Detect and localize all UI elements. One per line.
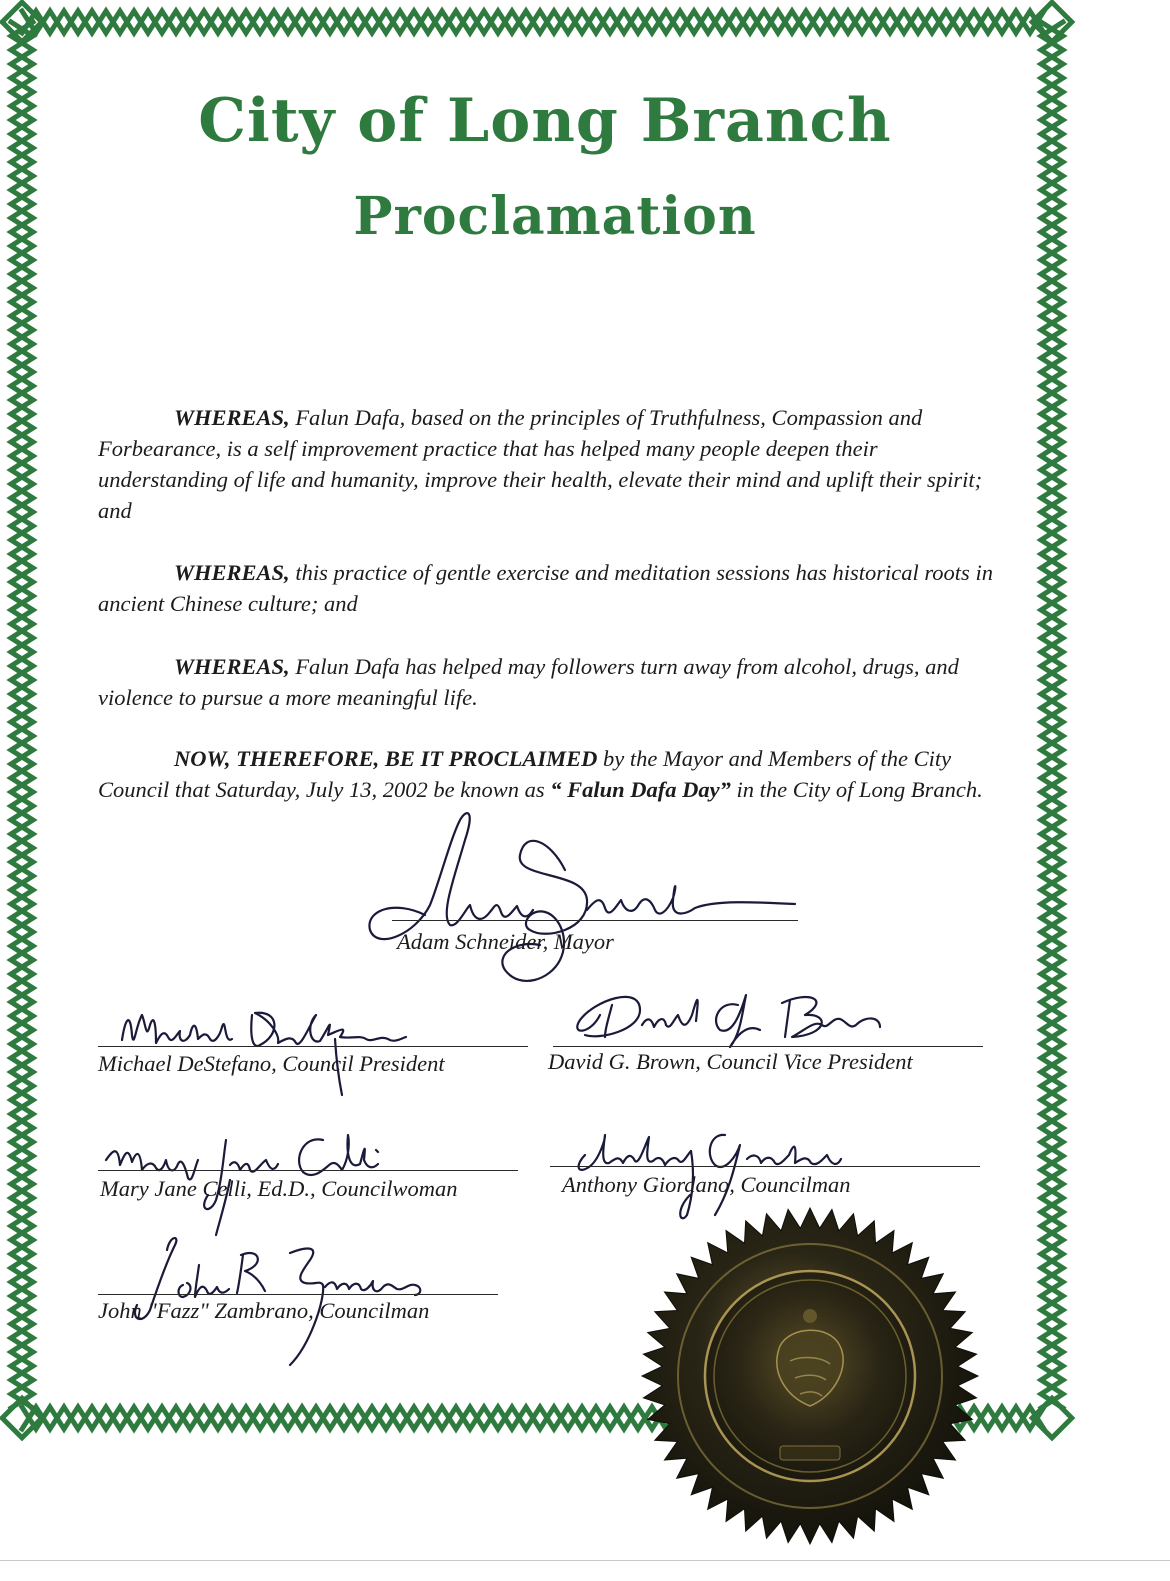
proclaimed-text-end: in the City of Long Branch. (730, 777, 983, 802)
council-president-signature (110, 995, 440, 1105)
whereas-text: Falun Dafa, based on the principles of Truthfulness, Compassion and Forbearance, is a self improvement practice that has helped many people deepen their understanding of life and humanity, improve their health, elevate their mind and uplift their spirit; and (98, 405, 983, 523)
proclaimed-paragraph (98, 743, 998, 805)
councilwoman-name: Mary Jane Celli, Ed.D., Councilwoman (100, 1176, 458, 1201)
page-bottom-edge (0, 1560, 1170, 1561)
proclaimed-text: by the Mayor and Members of the City Council that Saturday, July 13, 2002 be known as (98, 746, 952, 802)
councilman-giordano-name: Anthony Giordano, Councilman (562, 1172, 851, 1197)
whereas-lead: WHEREAS, (174, 654, 290, 679)
whereas-text: this practice of gentle exercise and meditation sessions has historical roots in ancient Chinese culture; and (98, 560, 993, 616)
proclaimed-lead: NOW, THEREFORE, BE IT PROCLAIMED (174, 746, 598, 771)
whereas-lead: WHEREAS, (174, 560, 290, 585)
councilman-zambrano-name: John "Fazz" Zambrano, Councilman (98, 1298, 430, 1323)
mayor-signature-line (392, 920, 798, 921)
whereas-lead: WHEREAS, (174, 405, 290, 430)
whereas-text: Falun Dafa has helped may followers turn away from alcohol, drugs, and violence to pursue a more meaningful life. (98, 654, 959, 710)
council-vice-president-name: David G. Brown, Council Vice President (548, 1049, 913, 1074)
councilwoman-signature-line (98, 1170, 518, 1171)
whereas-paragraph-1 (98, 402, 998, 526)
whereas-paragraph-2 (98, 557, 998, 619)
council-vice-president-signature-line (553, 1046, 983, 1047)
council-president-signature-line (98, 1046, 528, 1047)
mayor-name: Adam Schneider, Mayor (397, 929, 614, 954)
councilman-zambrano-signature-line (98, 1294, 498, 1295)
gold-city-seal-icon (640, 1206, 980, 1546)
page-title: City of Long Branch (198, 86, 892, 156)
councilman-giordano-signature-line (550, 1166, 980, 1167)
page-subtitle: Proclamation (353, 186, 757, 247)
council-president-name: Michael DeStefano, Council President (98, 1051, 445, 1076)
falun-dafa-day-highlight: “ Falun Dafa Day” (550, 777, 731, 802)
whereas-paragraph-3 (98, 651, 998, 713)
